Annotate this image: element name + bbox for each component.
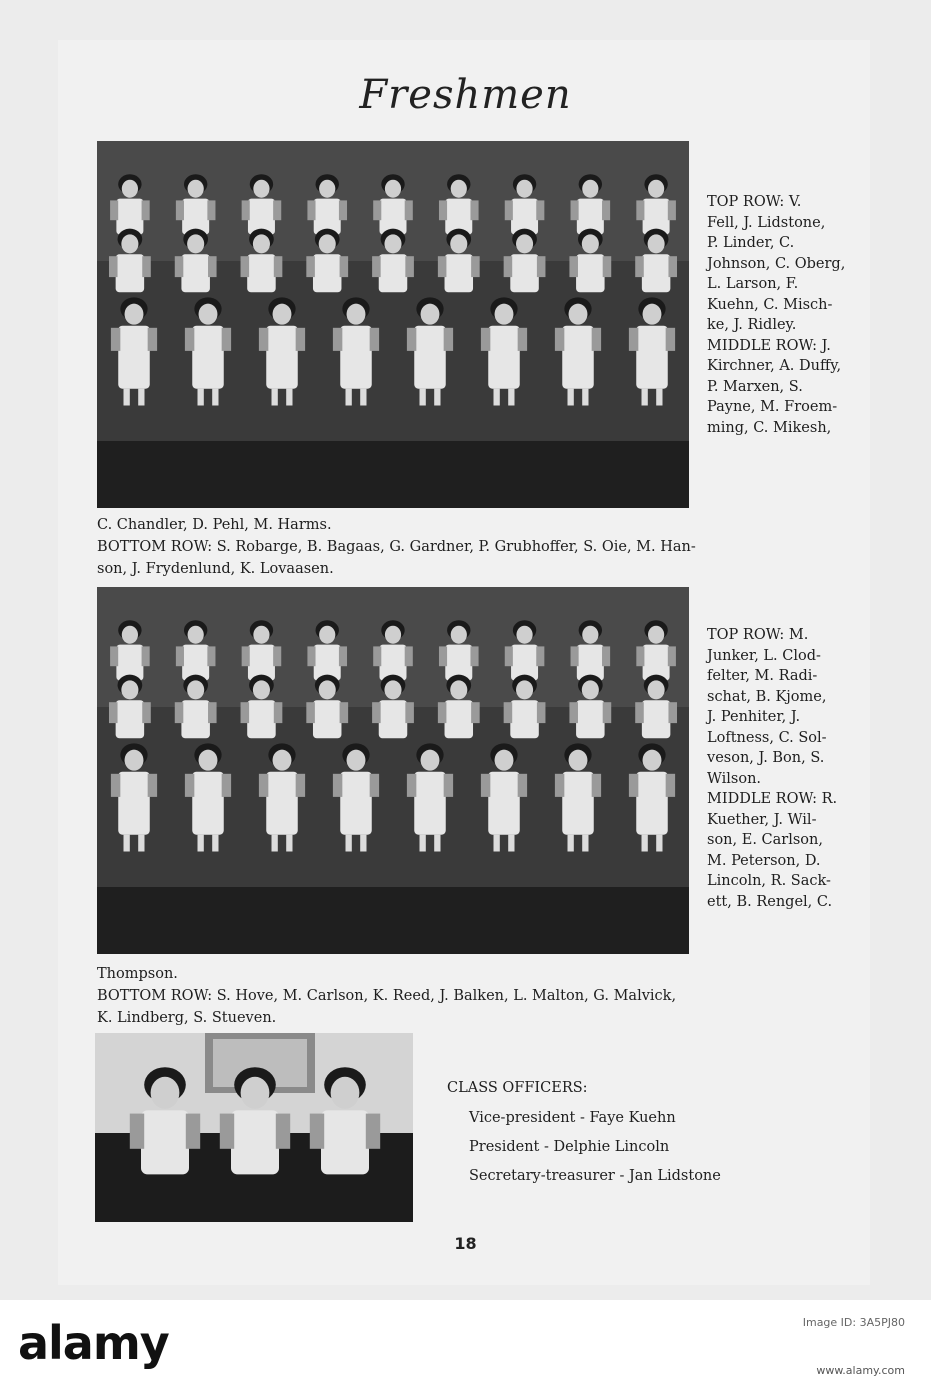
officer-vice-president: Vice-president - Faye Kuehn — [469, 1110, 676, 1126]
brand-logo — [18, 1316, 169, 1370]
group-photo-1-art — [97, 141, 689, 508]
group-1-side-caption: TOP ROW: V. Fell, J. Lidstone, P. Linder, C. Johnson, C. Oberg, L. Larson, F. Kuehn, C. Misch- ke, J. Ridley. MIDDLE ROW: J. Kirchner, A. Duffy, P. Marxen, S. Payne, M. Froem- ming, C. Mikesh, — [707, 194, 846, 436]
page-number: 18 — [454, 1234, 477, 1253]
group-1-caption-line-2: BOTTOM ROW: S. Robarge, B. Bagaas, G. Gardner, P. Grubhoffer, S. Oie, M. Han- — [97, 539, 696, 555]
image-id-label: Image ID: 3A5PJ80 — [802, 1316, 905, 1329]
group-1-caption-line-3: son, J. Frydenlund, K. Lovaasen. — [97, 561, 334, 577]
group-1-caption-line-1: C. Chandler, D. Pehl, M. Harms. — [97, 517, 332, 533]
page-title: Freshmen — [359, 72, 572, 118]
group-2-caption-line-1: Thompson. — [97, 966, 178, 982]
brand-name: alamy — [18, 1316, 169, 1370]
officer-secretary-treasurer: Secretary-treasurer - Jan Lidstone — [469, 1168, 721, 1184]
group-photo-2 — [97, 587, 689, 954]
officers-photo-art — [95, 1033, 413, 1222]
group-photo-2-art — [97, 587, 689, 954]
officers-photo — [95, 1033, 413, 1222]
officer-president: President - Delphie Lincoln — [469, 1139, 670, 1155]
officers-heading: CLASS OFFICERS: — [447, 1080, 588, 1096]
class-officers — [447, 1080, 721, 1197]
group-2-caption-line-3: K. Lindberg, S. Stueven. — [97, 1010, 277, 1026]
source-url: www.alamy.com — [816, 1364, 905, 1377]
group-photo-1 — [97, 141, 689, 508]
group-2-side-caption: TOP ROW: M. Junker, L. Clod- felter, M. Radi- schat, B. Kjome, J. Penhiter, J. Loftness, C. Sol- veson, J. Bon, S. Wilson. MIDDLE ROW: R. Kuether, J. Wil- son, E. Carlson, M. Peterson, D. Lincoln, R. Sack- ett, B. Rengel, C. — [707, 627, 838, 910]
group-2-caption-line-2: BOTTOM ROW: S. Hove, M. Carlson, K. Reed, J. Balken, L. Malton, G. Malvick, — [97, 988, 677, 1004]
